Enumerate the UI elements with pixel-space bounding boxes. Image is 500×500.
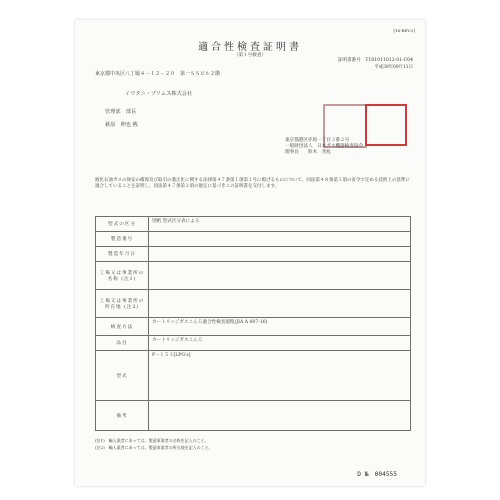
official-seal-icon — [365, 104, 407, 146]
form-code: [16-REV.3] — [393, 28, 415, 33]
table-row — [96, 262, 411, 290]
row-label: 品目 — [96, 336, 149, 351]
recipient-department: 管理部 部長 — [105, 109, 137, 115]
serial-stamp: D № 004555 — [357, 471, 397, 478]
row-value: P－１５３[LPG's] — [149, 351, 411, 401]
row-value — [149, 290, 411, 318]
row-value: 別紙 型式区分表による — [149, 217, 411, 232]
table-row — [96, 401, 411, 431]
issuer-organization: 一般財団法人 日本ガス機器検査協会 — [285, 144, 364, 150]
row-label: 製造番号 — [96, 232, 149, 247]
row-label: 型式 — [96, 351, 149, 401]
document-subtitle: （第１号検査） — [233, 53, 267, 58]
certification-statement: 液化石油ガスの保安の確保及び取引の適正化に関する法律第４７条第１項第１号に掲げるものについて、同法第４８条第１項の省令で定める技術上の基準に適合していることを証明し、同法第４７条第２項の規定に基づきこの証明書を交付します。 — [95, 178, 410, 190]
issuer-address: 東京都港区赤坂一丁目３番２号 — [285, 138, 350, 143]
row-value: カートリッジガスこんろ — [149, 336, 411, 351]
table-row — [96, 232, 411, 247]
recipient-address: 東京都中央区八丁堀４－１２－２０ 第一ＳＳビル２階 — [95, 71, 221, 77]
table-row — [96, 247, 411, 262]
row-label: 型式の区分 — [96, 217, 149, 232]
table-row — [96, 217, 411, 232]
row-label: 工場又は事業所の名称 (注1) — [96, 262, 149, 290]
certificate-number: 証明書番号 T181011012-01-C04 — [337, 58, 413, 63]
row-value — [149, 247, 411, 262]
certificate-table — [95, 216, 411, 431]
recipient-name: 萩原 伸也 殿 — [105, 122, 138, 128]
issue-date: 平成30年09月11日 — [374, 65, 413, 70]
row-label: 製造年月日 — [96, 247, 149, 262]
table-row — [96, 290, 411, 318]
row-value — [149, 232, 411, 247]
table-row — [96, 318, 411, 336]
row-value: カートリッジガスこんろ適合性検査規程(JIA A 007-16) — [149, 318, 411, 336]
issuer-representative: 理事長 鈴木 善紘 — [285, 150, 331, 156]
recipient-company: イワタニ・プリムス株式会社 — [125, 91, 193, 97]
row-label: 備考 — [96, 401, 149, 431]
footnote-1: (注1) 輸入業者にあっては、製造事業者の名称を記入のこと。 — [95, 438, 209, 443]
footnote-2: (注2) 輸入業者にあっては、製造事業者の所在地を記入のこと。 — [95, 445, 213, 450]
row-label: 工場又は事業所の所在地 (注2) — [96, 290, 149, 318]
certificate-page — [75, 20, 425, 486]
table-row — [96, 336, 411, 351]
row-value — [149, 262, 411, 290]
document-title: 適合性検査証明書 — [198, 42, 302, 53]
issuer-block — [285, 138, 363, 157]
table-row — [96, 351, 411, 401]
row-value — [149, 401, 411, 431]
row-label: 検査方法 — [96, 318, 149, 336]
